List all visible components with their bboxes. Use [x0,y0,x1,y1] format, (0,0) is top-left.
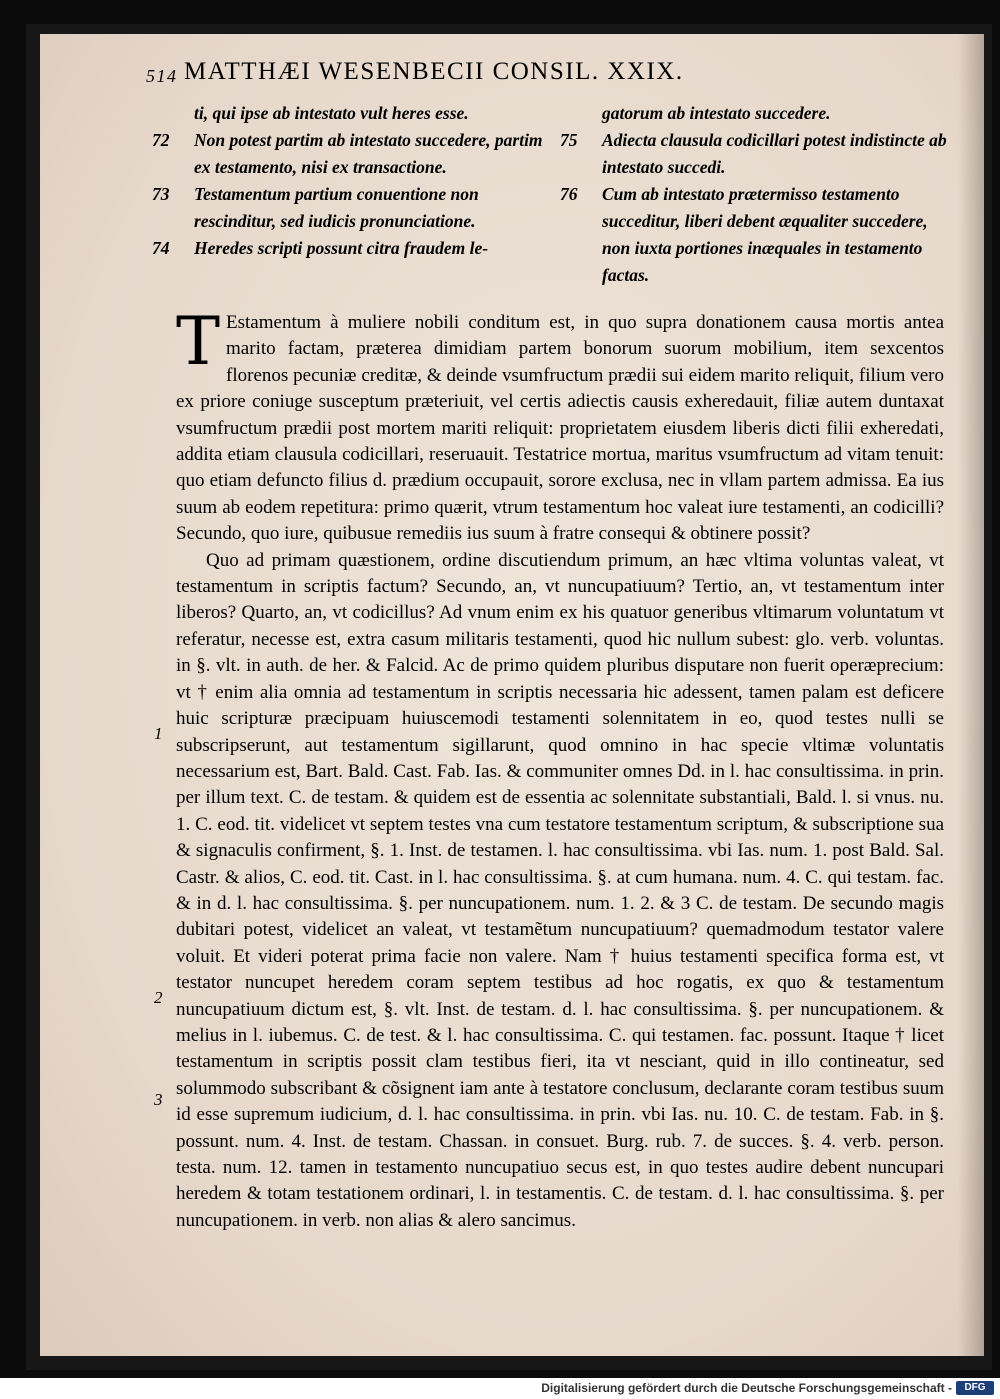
summary-column-right [560,100,950,289]
summary-text: Testamentum partium conuentione non rescinditur, sed iudicis pronunciatione. [194,184,479,231]
summary-text: Adiecta clausula codicillari potest indistincte ab intestato succedi. [602,130,947,177]
footer-bar [0,1378,1000,1399]
paragraph-1 [176,303,944,548]
summary-continuation: ti, qui ipse ab intestato vult heres esse. [194,103,469,123]
summary-continuation: gatorum ab intestato succedere. [602,103,831,123]
summary-item [152,235,546,262]
paragraph-2: Quo ad primam quæstionem, ordine discutiendum primum, an hæc vltima voluntas valeat, vt testamentum in scriptis factum? Secundo, an, vt nuncupatiuum? Tertio, an, vt testamentum inter liberos? Quarto, an, vt codicillus? Ad vnum enim ex his quatuor generibus vltimarum voluntatum vt referatur, necesse est, extra casum militaris testamenti, quod hic nullum subest: glo. verb. voluntas. in §. vlt. in auth. de her. & Falcid. Ac de primo quidem pluribus disputare non fuerit operæprecium: vt † enim alia omnia ad testamentum in scriptis necessaria hic adessent, tamen palam est deficere huic scripturæ præcipuam huiuscemodi testamenti solennitatem in eo, quod testes nulli se subscripserunt, aut testamentum sigillarunt, quod omnino in hac specie vltimæ voluntatis necessarium est, Bart. Bald. Cast. Fab. Ias. & communiter omnes Dd. in l. hac consultissima. in prin. per illum text. C. de testam. & quidem est de essentia ac solennitate substantiali, Bald. l. si vnus. nu. 1. C. eod. tit. videlicet vt septem testes vna cum testatore testamentum scriptum, & subscriptione sua & signaculis confirment, §. 1. Inst. de testamen. l. hac consultissima. vbi Ias. num. 1. post Bald. Sal. Castr. & alios, C. eod. tit. Cast. in l. hac consultissima. §. at cum humana. num. 4. C. qui testam. fac. & in d. l. hac consultissima. §. per nuncupationem. num. 1. 2. & 3 C. de testam. De secundo magis dubitari potest, videlicet an valeat, vt testamẽtum nuncupatiuum? quemadmodum testator valere voluit. Et videri poterat prima facie non valere. Nam † huius testamenti specifica forma est, vt testator nuncupet heredem coram septem testibus ad hoc rogatis, ex quo & testamentum nuncupatiuum dictum est, §. vlt. Inst. de testam. d. l. hac consultissima. §. per nuncupationem. & melius in l. iubemus. C. de test. & l. hac consultissima. C. qui testamen. fac. possunt. Itaque † licet testamentum in scriptis possit clam testibus fieri, ita vt nesciant, quid in illo contineatur, sed solummodo subscribant & cõsignent iam ante à testatore conclusum, declarante coram testibus suum id esse supremum iudicium, d. l. hac consultissima. in prin. vbi Ias. nu. 10. C. de testam. Fab. in §. possunt. num. 4. Inst. de testam. Chassan. in consuet. Burg. rub. 7. de succes. §. 4. verb. person. testa. num. 12. tamen in testamento nuncupatiuo secus est, in quo testes audire debent nuncupari heredem & totam testationem ordinari, l. in testamentis. C. de testam. d. l. hac consultissima. §. per nuncupationem. in verb. non alias & alero sancimus. [176,549,944,1231]
summary-number: 75 [560,130,578,150]
summary-number: 74 [152,238,170,258]
summary-item [560,181,950,289]
paragraph-1-text: Estamentum à muliere nobili conditum est, in quo supra donationem causa mortis antea marito factam, prӕterea dimidiam partem bonorum suorum mobilium, item sexcentos florenos pecuniæ creditæ, & deinde vsumfructum prædii sui eidem marito reliquit, filium vero ex priore coniuge susceptum præteriuit, vel certis adiectis causis exheredauit, filiæ autem duntaxat vsumfructum prædii post mortem mariti reliquit: proprietatem eiusdem liberis dicti filii exheredati, addita etiam clausula codicillari, reseruauit. Testatrice mortua, maritus vsumfructum ad vitam tenuit: quo etiam defuncto filius d. prædium occupauit, sorore exclusa, nec in vllam partem admissa. Ea ius suum ab eodem repetitura: primo quærit, vtrum testamentum hoc valeat iure testamenti, an codicilli? Secundo, quo iure, quibusue remediis ius suum à fratre consequi & obtinere possit? [176,312,944,545]
margin-marker: 3 [154,1090,163,1109]
summary-column-left [152,100,546,262]
summary-number: 73 [152,184,170,204]
summary-text: Cum ab intestato prætermisso testamento succeditur, liberi debent æqualiter succedere, non iuxta portiones inæquales in testamento factas. [602,184,928,285]
summary-item [152,127,546,181]
drop-cap: T [176,303,221,380]
main-text [176,303,944,1234]
summary-text: Non potest partim ab intestato succedere, partim ex testamento, nisi ex transactione. [194,130,543,177]
running-head: MATTHÆI WESENBECII CONSIL. XXIX. [184,58,684,85]
page-edge-shadow [958,34,984,1356]
summary-number: 72 [152,130,170,150]
summary-text: Heredes scripti possunt citra fraudem le- [194,238,489,258]
page-header [146,58,946,98]
margin-marker: 2 [154,988,163,1007]
margin-marker: 1 [154,724,163,743]
summary-number: 76 [560,184,578,204]
summary-item [152,181,546,235]
page-number: 514 [146,66,178,86]
footer-credit: Digitalisierung gefördert durch die Deutsche Forschungsgemeinschaft - [541,1381,952,1395]
dfg-logo-icon: DFG [956,1381,994,1395]
summary-item [560,127,950,181]
